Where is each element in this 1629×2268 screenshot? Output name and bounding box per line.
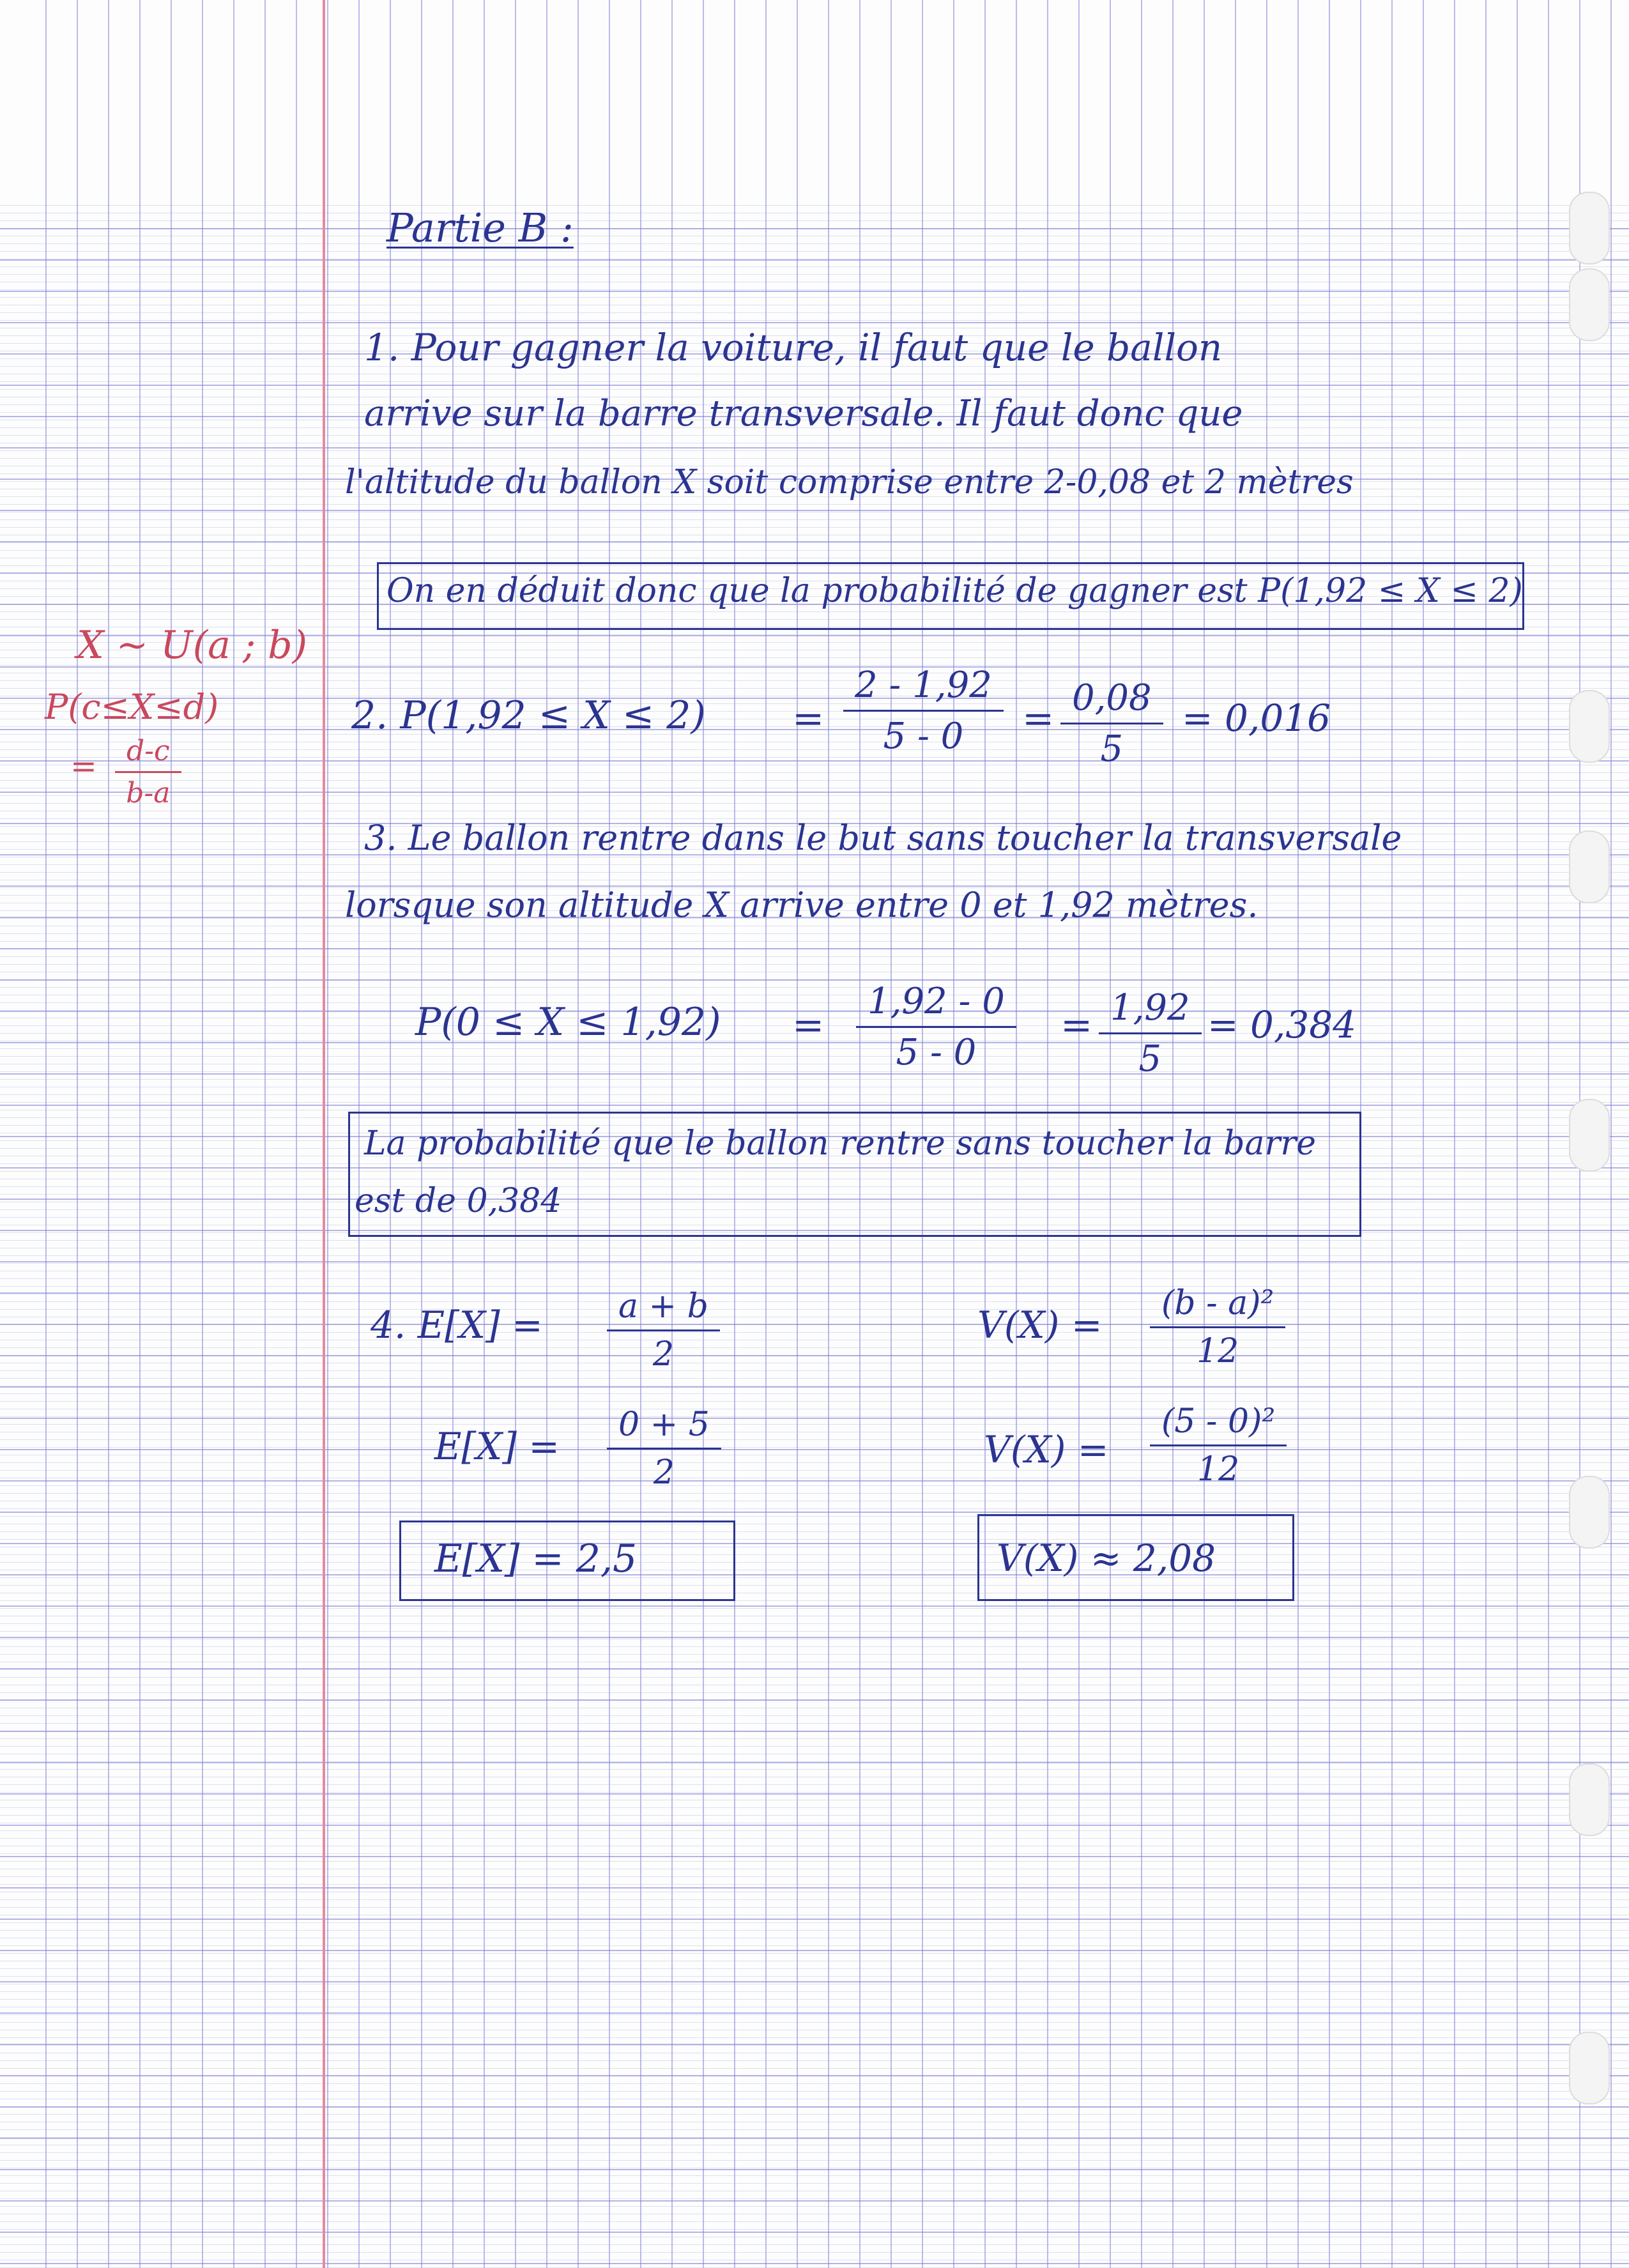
binder-hole	[1569, 831, 1610, 903]
binder-hole	[1569, 192, 1610, 264]
binder-hole	[1569, 690, 1610, 763]
q3-result: = 0,384	[1207, 1003, 1357, 1046]
q4-variance-result: V(X) ≈ 2,08	[997, 1536, 1216, 1580]
q1-conclusion: On en déduit donc que la probabilité de gagner est P(1,92 ≤ X ≤ 2)	[386, 572, 1523, 610]
q3-fraction-1-den: 5 - 0	[896, 1032, 977, 1073]
margin-note-formula-den: b-a	[126, 777, 171, 809]
q2-fraction-1-num: 2 - 1,92	[843, 664, 1004, 712]
page-margin-line	[323, 0, 325, 2268]
q2-result: = 0,016	[1182, 696, 1331, 740]
q4-variance-fraction-1-den: 12	[1197, 1332, 1239, 1370]
q4-variance-fraction-2	[1150, 1402, 1287, 1489]
q4-expectation-lhs-1: 4. E[X] =	[371, 1303, 543, 1347]
q1-line-1: 1. Pour gagner la voiture, il faut que le ballon	[364, 326, 1223, 369]
q2-equals-1: =	[792, 696, 825, 741]
q4-variance-fraction-2-num: (5 - 0)²	[1150, 1402, 1287, 1446]
q2-fraction-1-den: 5 - 0	[883, 716, 964, 757]
margin-note-probability: P(c≤X≤d)	[45, 687, 219, 727]
q3-equals-2: =	[1060, 1003, 1093, 1048]
q4-expectation-result: E[X] = 2,5	[434, 1536, 638, 1581]
q1-line-3: l'altitude du ballon X soit comprise entre 2-0,08 et 2 mètres	[345, 463, 1354, 502]
q3-fraction-2-num: 1,92	[1099, 987, 1202, 1034]
q2-fraction-1	[843, 664, 1004, 757]
q4-expectation-fraction-1	[607, 1287, 720, 1374]
page-title: Partie B :	[386, 204, 574, 251]
q3-equals-1: =	[792, 1003, 825, 1048]
q3-fraction-1-num: 1,92 - 0	[856, 981, 1016, 1028]
q3-conclusion-line-2: est de 0,384	[355, 1182, 562, 1220]
binder-hole	[1569, 1763, 1610, 1836]
q3-line-2: lorsque son altitude X arrive entre 0 et 1,92 mètres.	[345, 885, 1258, 925]
q4-variance-fraction-1	[1150, 1284, 1285, 1370]
binder-hole	[1569, 2032, 1610, 2104]
q3-fraction-2-den: 5	[1138, 1038, 1162, 1080]
q1-line-2: arrive sur la barre transversale. Il faut donc que	[364, 393, 1243, 434]
binder-hole	[1569, 268, 1610, 341]
q4-expectation-fraction-1-den: 2	[652, 1335, 674, 1374]
binder-hole	[1569, 1476, 1610, 1549]
q3-line-1: 3. Le ballon rentre dans le but sans toucher la transversale	[364, 818, 1402, 858]
q4-expectation-fraction-2-num: 0 + 5	[607, 1406, 721, 1450]
q4-expectation-fraction-2-den: 2	[653, 1453, 675, 1492]
binder-hole	[1569, 1099, 1610, 1172]
q4-expectation-fraction-2	[607, 1406, 721, 1492]
q3-fraction-2	[1099, 987, 1202, 1080]
q4-variance-fraction-2-den: 12	[1197, 1450, 1240, 1489]
margin-note-distribution: X ~ U(a ; b)	[77, 623, 308, 668]
q4-variance-lhs-1: V(X) =	[977, 1303, 1103, 1347]
margin-note-equals: =	[70, 747, 97, 785]
margin-note-formula-num: d-c	[115, 735, 181, 773]
q4-expectation-fraction-1-num: a + b	[607, 1287, 720, 1331]
q2-equals-2: =	[1022, 696, 1055, 741]
margin-note-formula	[115, 735, 181, 809]
q2-fraction-2	[1060, 677, 1163, 770]
q3-lhs: P(0 ≤ X ≤ 1,92)	[415, 1000, 721, 1045]
q2-fraction-2-den: 5	[1100, 728, 1124, 770]
q3-fraction-1	[856, 981, 1016, 1073]
q4-variance-lhs-2: V(X) =	[984, 1428, 1109, 1471]
q3-conclusion-line-1: La probabilité que le ballon rentre sans toucher la barre	[364, 1124, 1317, 1163]
q4-variance-fraction-1-num: (b - a)²	[1150, 1284, 1285, 1328]
q2-fraction-2-num: 0,08	[1060, 677, 1163, 724]
q4-expectation-lhs-2: E[X] =	[434, 1425, 560, 1468]
q2-lhs: 2. P(1,92 ≤ X ≤ 2)	[351, 693, 706, 738]
